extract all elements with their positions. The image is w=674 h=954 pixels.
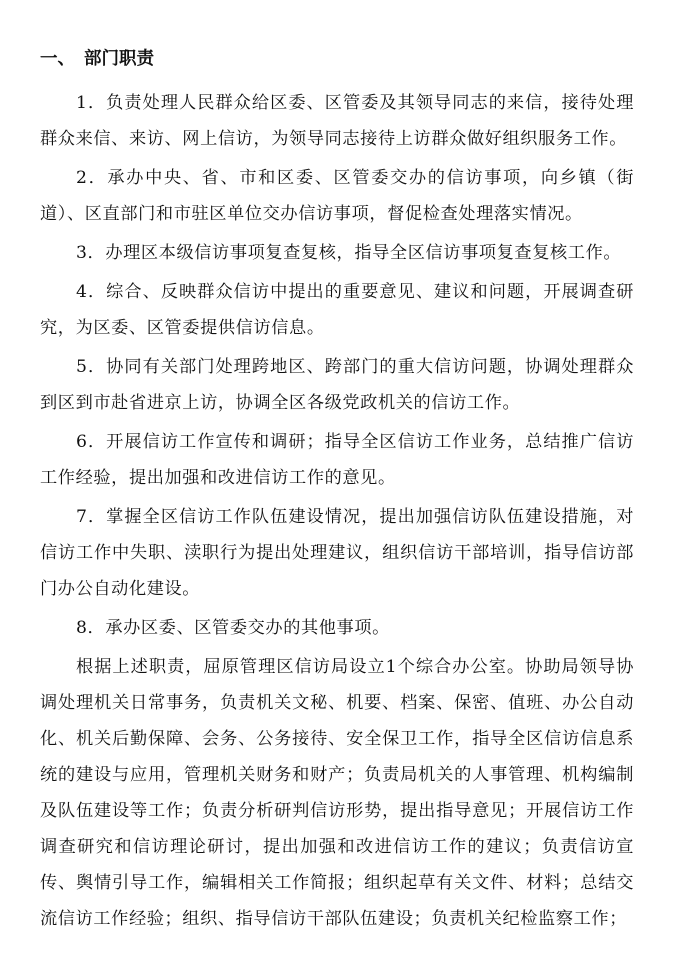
duty-item-1: 1．负责处理人民群众给区委、区管委及其领导同志的来信，接待处理群众来信、来访、网上信访，为领导同志接待上访群众做好组织服务工作。 xyxy=(40,93,634,149)
duty-item-2: 2．承办中央、省、市和区委、区管委交办的信访事项，向乡镇（街道）、区直部门和市驻区单位交办信访事项，督促检查处理落实情况。 xyxy=(40,168,634,224)
duty-item-6: 6．开展信访工作宣传和调研；指导全区信访工作业务，总结推广信访工作经验，提出加强和改进信访工作的意见。 xyxy=(40,432,634,488)
duty-item-4: 4．综合、反映群众信访中提出的重要意见、建议和问题，开展调查研究，为区委、区管委提供信访信息。 xyxy=(40,282,634,338)
duty-item-5: 5．协同有关部门处理跨地区、跨部门的重大信访问题，协调处理群众到区到市赴省进京上访，协调全区各级党政机关的信访工作。 xyxy=(40,357,634,413)
section-number: 一、 xyxy=(40,49,75,69)
section-title: 部门职责 xyxy=(84,49,154,69)
duty-item-8: 8．承办区委、区管委交办的其他事项。 xyxy=(76,618,390,638)
summary-paragraph: 根据上述职责，屈原管理区信访局设立1个综合办公室。协助局领导协调处理机关日常事务，负责机关文秘、机要、档案、保密、值班、办公自动化、机关后勤保障、会务、公务接待、安全保卫工作，指导全区信访信息系统的建设与应用，管理机关财务和财产；负责局机关的人事管理、机构编制及队伍建设等工作；负责分析研判信访形势，提出指导意见；开展信访工作调查研究和信访理论研讨，提出加强和改进信访工作的建议；负责信访宣传、舆情引导工作，编辑相关工作简报；组织起草有关文件、材料；总结交流信访工作经验；组织、指导信访干部队伍建设；负责机关纪检监察工作； xyxy=(40,657,634,929)
duty-item-3: 3．办理区本级信访事项复查复核，指导全区信访事项复查复核工作。 xyxy=(76,243,622,263)
section-heading xyxy=(40,46,634,72)
duty-item-7: 7．掌握全区信访工作队伍建设情况，提出加强信访队伍建设措施，对信访工作中失职、渎职行为提出处理建议，组织信访干部培训，指导信访部门办公自动化建设。 xyxy=(40,507,634,599)
